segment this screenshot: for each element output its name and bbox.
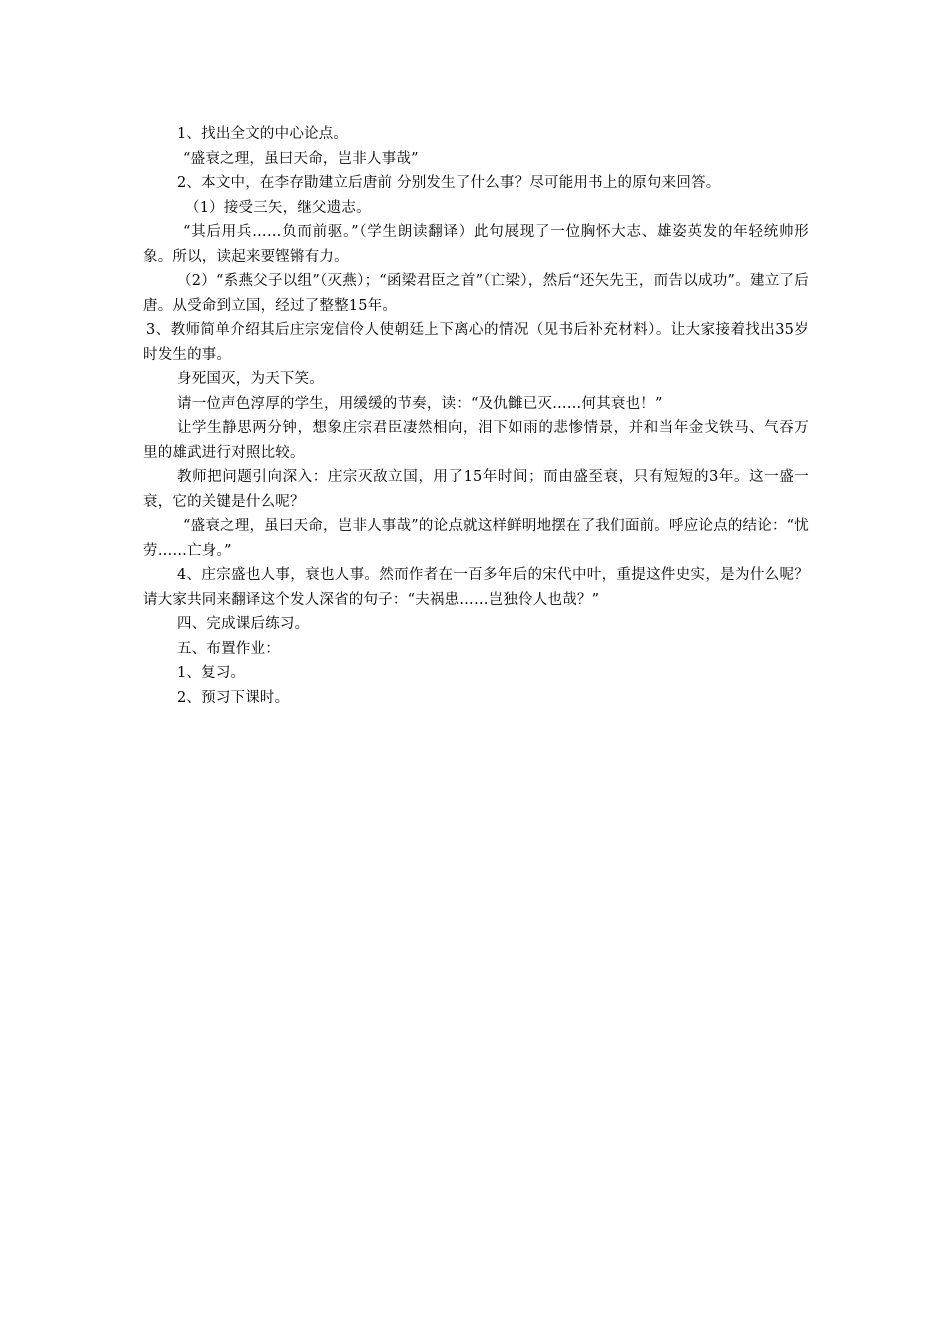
paragraph-point-2: （2）“系燕父子以组”（灭燕）；“函梁君臣之首”（亡梁），然后“还矢先王，而告以成功”。建立了后唐。从受命到立国，经过了整整15年。 <box>143 273 809 314</box>
paragraph-conclusion: “盛衰之理，虽曰天命，岂非人事哉”的论点就这样鲜明地摆在了我们面前。呼应论点的结论：“忧劳……亡身。” <box>143 518 809 559</box>
paragraph-reflection: 让学生静思两分钟，想象庄宗君臣凄然相向，泪下如雨的悲惨情景，并和当年金戈铁马、气吞万里的雄武进行对照比较。 <box>143 420 809 461</box>
paragraph-downfall: 身死国灭，为天下笑。 <box>177 371 324 387</box>
paragraph-homework-2: 2、预习下课时。 <box>177 689 290 706</box>
paragraph-homework-1: 1、复习。 <box>177 665 246 681</box>
paragraph-task-3: 3、教师简单介绍其后庄宗宠信伶人使朝廷上下离心的情况（见书后补充材料）。让大家接着找出35岁时发生的事。 <box>143 322 809 363</box>
paragraph-point-1: （1）接受三矢，继父遗志。 <box>185 199 371 216</box>
paragraph-section-4: 四、完成课后练习。 <box>177 616 310 632</box>
paragraph-point-1-detail: “其后用兵……负而前驱。”（学生朗读翻译）此句展现了一位胸怀大志、雄姿英发的年轻统帅形象。所以，读起来要铿锵有力。 <box>143 224 809 265</box>
paragraph-reading: 请一位声色淳厚的学生，用缓缓的节奏，读：“及仇雠已灭……何其衰也！” <box>177 395 663 412</box>
paragraph-task-1: 1、找出全文的中心论点。 <box>177 126 349 142</box>
paragraph-task-2: 2、本文中，在李存勖建立后唐前 分别发生了什么事？尽可能用书上的原句来回答。 <box>177 175 721 191</box>
document-body <box>143 122 809 710</box>
paragraph-thesis-quote: “盛衰之理，虽曰天命，岂非人事哉” <box>183 150 419 167</box>
paragraph-deepen: 教师把问题引向深入：庄宗灭敌立国，用了15年时间；而由盛至衰，只有短短的3年。这一盛一衰，它的关键是什么呢？ <box>143 469 809 510</box>
paragraph-task-4: 4、庄宗盛也人事，衰也人事。然而作者在一百多年后的宋代中叶，重提这件史实，是为什么呢？ 请大家共同来翻译这个发人深省的句子：“夫祸患……岂独伶人也哉？” <box>143 567 809 608</box>
paragraph-section-5: 五、布置作业： <box>177 640 280 657</box>
